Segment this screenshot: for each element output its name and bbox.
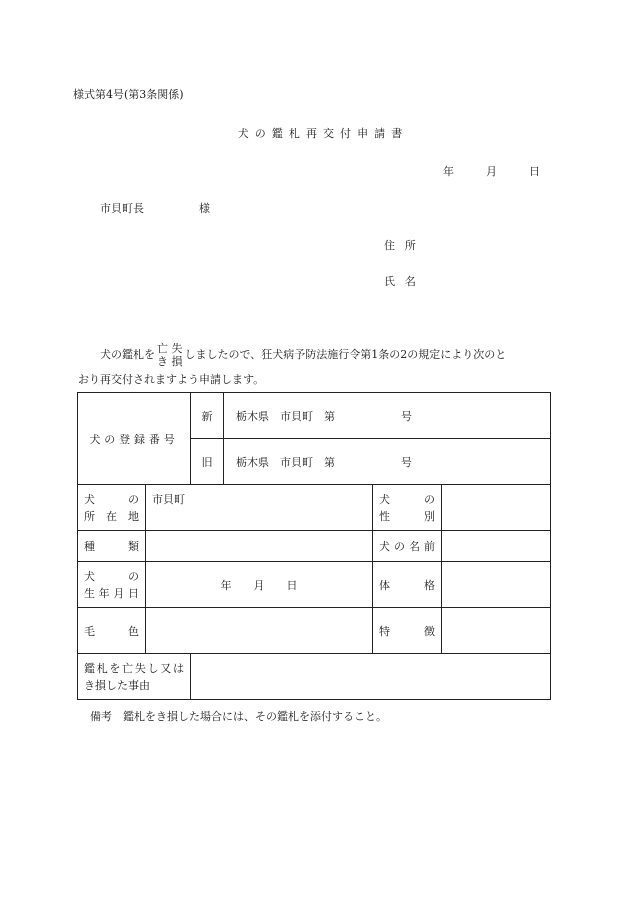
remarks-note: 備考 鑑札をき損した場合には、その鑑札を添付すること。 xyxy=(90,710,387,723)
form-number: 様式第4号(第3条関係) xyxy=(73,88,184,101)
addressee-name: 市貝町長 xyxy=(100,202,144,215)
coat-color-field[interactable] xyxy=(146,608,373,654)
body-suffix: しましたので、狂犬病予防法施行令第1条の2の規定により次のと xyxy=(184,348,507,361)
breed-field[interactable] xyxy=(146,531,373,562)
old-registration-value: 栃木県 市貝町 第 号 xyxy=(224,439,551,485)
body-line-2: おり再交付されますよう申請します。 xyxy=(78,373,265,386)
registration-number-label: 犬の登録番号 xyxy=(78,393,191,485)
location-label: 犬の 所在地 xyxy=(78,485,146,531)
features-label: 特徴 xyxy=(373,608,442,654)
breed-label: 種類 xyxy=(78,531,146,562)
birthdate-field[interactable]: 年 月 日 xyxy=(146,562,373,608)
lost-damaged-options xyxy=(157,342,183,368)
body-prefix: 犬の鑑札を xyxy=(100,348,155,361)
date-day-label: 日 xyxy=(529,165,540,178)
sex-field[interactable] xyxy=(442,485,551,531)
new-label: 新 xyxy=(191,393,224,439)
features-field[interactable] xyxy=(442,608,551,654)
application-table xyxy=(77,392,551,700)
birthdate-label: 犬の 生年月日 xyxy=(78,562,146,608)
reason-label: 鑑札を亡失し又は き損した事由 xyxy=(78,654,191,700)
applicant-address-label: 住所 xyxy=(384,239,426,252)
option-damaged: き 損 xyxy=(157,355,183,368)
body-line-1 xyxy=(100,342,506,368)
reason-field[interactable] xyxy=(191,654,551,700)
build-field[interactable] xyxy=(442,562,551,608)
option-lost: 亡 失 xyxy=(157,342,183,355)
date-year-label: 年 xyxy=(443,165,454,178)
applicant-name-label: 氏名 xyxy=(384,275,426,288)
addressee-honorific: 様 xyxy=(199,202,210,215)
sex-label: 犬の 性別 xyxy=(373,485,442,531)
location-field[interactable]: 市貝町 xyxy=(146,485,373,531)
date-month-label: 月 xyxy=(486,165,497,178)
addressee xyxy=(100,200,210,216)
dog-name-label: 犬の名前 xyxy=(373,531,442,562)
page-title: 犬の鑑札再交付申請書 xyxy=(237,127,409,140)
dog-name-field[interactable] xyxy=(442,531,551,562)
new-registration-value: 栃木県 市貝町 第 号 xyxy=(224,393,551,439)
build-label: 体格 xyxy=(373,562,442,608)
coat-color-label: 毛色 xyxy=(78,608,146,654)
old-label: 旧 xyxy=(191,439,224,485)
date-line xyxy=(443,163,540,179)
